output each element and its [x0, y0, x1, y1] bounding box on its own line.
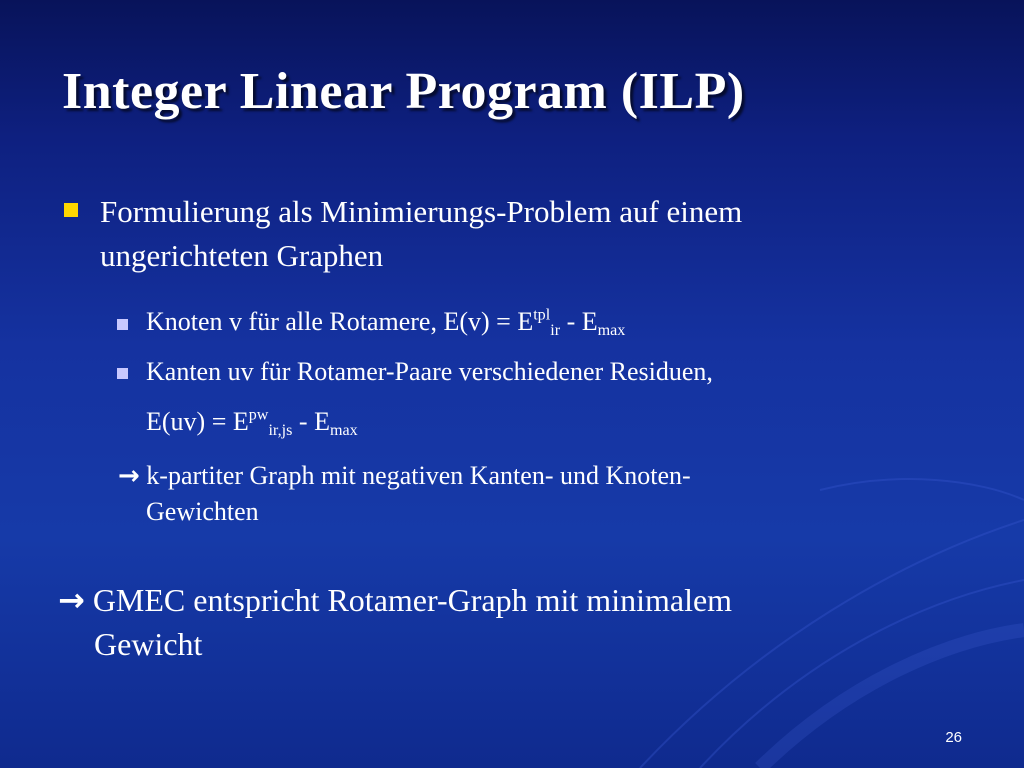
nodes-minus: - E	[560, 307, 598, 336]
bullet-formulation-line2: ungerichteten Graphen	[100, 238, 384, 273]
edges-formula-text: E(uv) = E	[146, 407, 249, 436]
nodes-max-sub: max	[597, 321, 626, 339]
main-conclusion-line1: GMEC entspricht Rotamer-Graph mit minimalem	[84, 582, 733, 618]
sub-bullet-nodes	[146, 305, 625, 339]
edges-minus: - E	[292, 407, 330, 436]
slide-title: Integer Linear Program (ILP)	[62, 63, 745, 120]
bullet-square-icon	[64, 203, 78, 217]
sub-bullet-edges-formula	[146, 405, 358, 439]
sub-bullet-square-icon	[117, 319, 128, 330]
edges-text: Kanten uv für Rotamer-Paare verschiedener Residuen,	[146, 357, 713, 386]
sub-bullet-edges	[146, 355, 713, 389]
main-conclusion-line2: Gewicht	[94, 626, 203, 662]
nodes-text: Knoten v für alle Rotamere, E(v) = E	[146, 307, 534, 336]
nodes-sup: tpl	[533, 306, 551, 324]
page-number: 26	[945, 729, 962, 746]
arrow-right-icon: →	[118, 461, 140, 491]
nodes-sub: ir	[550, 321, 561, 339]
sub-bullet-square-icon	[117, 368, 128, 379]
bullet-formulation	[100, 190, 920, 278]
edges-sub: ir,js	[268, 421, 293, 439]
arrow-right-icon: →	[58, 581, 85, 619]
edges-sup: pw	[248, 406, 269, 424]
bullet-formulation-line1: Formulierung als Minimierungs-Problem auf einem	[100, 194, 743, 229]
sub-conclusion	[118, 458, 898, 530]
sub-conclusion-line2: Gewichten	[146, 497, 259, 526]
main-conclusion	[58, 578, 918, 666]
sub-conclusion-line1: k-partiter Graph mit negativen Kanten- und Knoten-	[139, 461, 691, 490]
edges-max-sub: max	[329, 421, 358, 439]
